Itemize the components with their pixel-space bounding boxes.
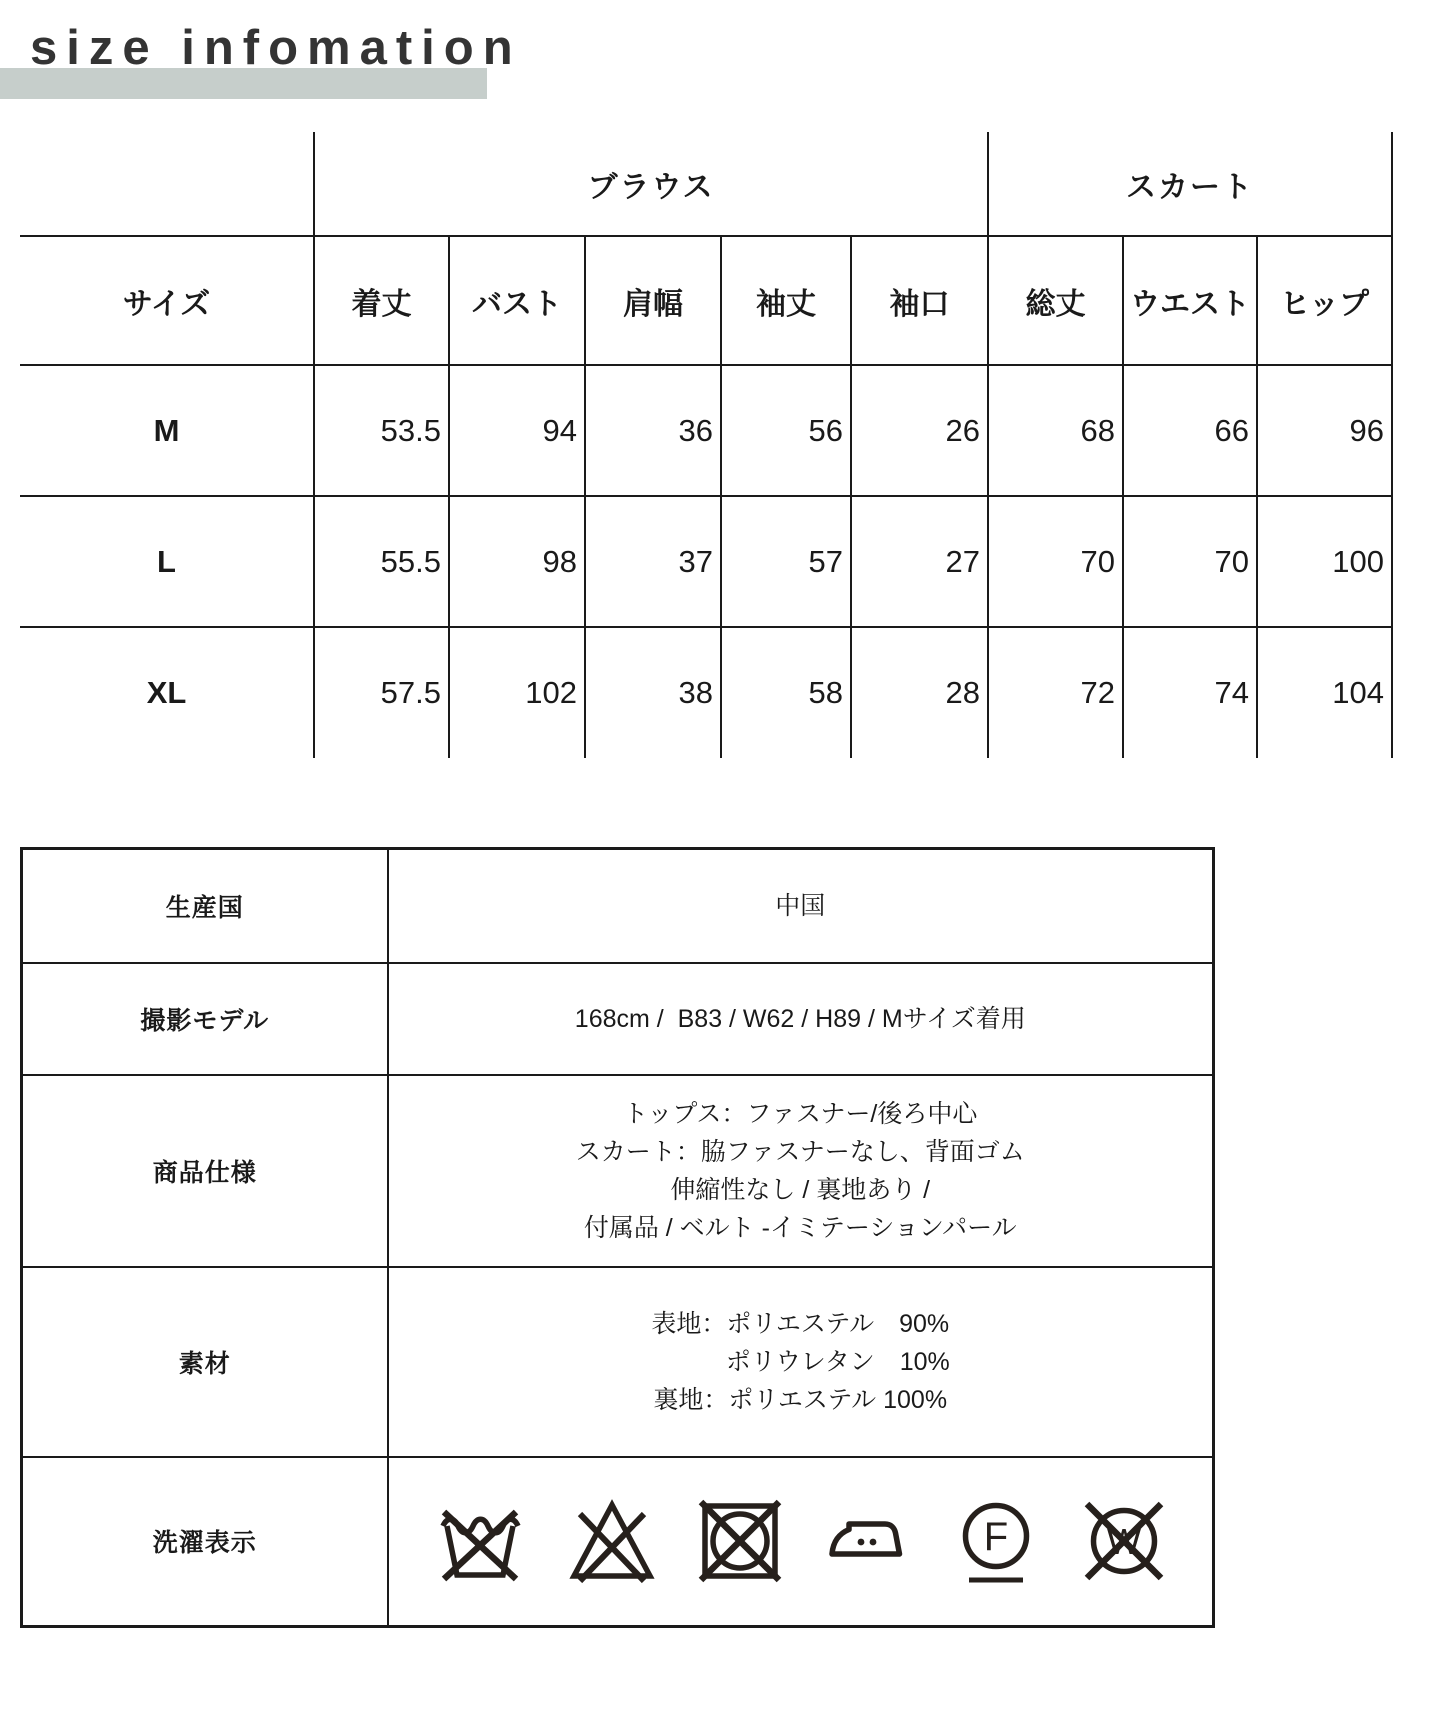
value-cell: 66 [1123, 365, 1257, 496]
info-value-country [388, 849, 1214, 963]
svg-text:W: W [1107, 1521, 1142, 1563]
size-label: L [20, 496, 314, 627]
size-label: M [20, 365, 314, 496]
value-cell: 100 [1257, 496, 1392, 627]
info-value-care [388, 1457, 1214, 1627]
group-header-row [20, 132, 1392, 236]
info-line: トップス：ファスナー/後ろ中心 [623, 1099, 978, 1128]
value-cell: 102 [449, 627, 585, 758]
info-row-model [22, 963, 1214, 1075]
do-not-wash-icon [430, 1495, 530, 1587]
info-line: 伸縮性なし / 裏地あり / [670, 1175, 931, 1204]
group-header-skirt: スカート [988, 132, 1392, 236]
dry-clean-f-icon [950, 1495, 1042, 1587]
do-not-tumble-dry-icon [694, 1495, 786, 1587]
value-cell: 56 [721, 365, 851, 496]
info-label-country: 生産国 [22, 849, 388, 963]
value-cell: 94 [449, 365, 585, 496]
value-cell: 96 [1257, 365, 1392, 496]
value-cell: 104 [1257, 627, 1392, 758]
value-cell: 27 [851, 496, 988, 627]
svg-text:F: F [984, 1515, 1009, 1560]
info-line: スカート：脇ファスナーなし、背面ゴム [575, 1137, 1025, 1166]
column-header-row [20, 236, 1392, 365]
info-row-spec [22, 1075, 1214, 1267]
value-cell: 53.5 [314, 365, 449, 496]
info-row-country [22, 849, 1214, 963]
table-row-xl [20, 627, 1392, 758]
table-row-m [20, 365, 1392, 496]
info-label-material: 素材 [22, 1267, 388, 1457]
value-cell: 57.5 [314, 627, 449, 758]
value-cell: 26 [851, 365, 988, 496]
col-header-waist: ウエスト [1123, 236, 1257, 365]
col-header-cuff: 袖口 [851, 236, 988, 365]
table-row-l [20, 496, 1392, 627]
col-header-sleeve-length: 袖丈 [721, 236, 851, 365]
info-line: 表地：ポリエステル 90% [651, 1309, 950, 1338]
value-cell: 38 [585, 627, 721, 758]
do-not-bleach-icon [566, 1495, 658, 1587]
iron-two-dots-icon [822, 1495, 914, 1587]
col-header-shoulder: 肩幅 [585, 236, 721, 365]
info-line: 168cm / B83 / W62 / H89 / Mサイズ着用 [574, 1004, 1026, 1033]
page-header [0, 0, 1445, 102]
do-not-wet-clean-icon [1078, 1495, 1170, 1587]
value-cell: 55.5 [314, 496, 449, 627]
group-header-blouse: ブラウス [314, 132, 988, 236]
info-value-model [388, 963, 1214, 1075]
col-header-hip: ヒップ [1257, 236, 1392, 365]
info-line: 裏地：ポリエステル 100% [653, 1385, 948, 1414]
info-value-material [388, 1267, 1214, 1457]
value-cell: 58 [721, 627, 851, 758]
value-cell: 28 [851, 627, 988, 758]
value-cell: 68 [988, 365, 1123, 496]
info-line: 付属品 / ベルト -イミテーションパール [583, 1213, 1017, 1242]
laundry-care-icons [390, 1495, 1212, 1587]
info-value-spec [388, 1075, 1214, 1267]
info-line: ポリウレタン 10% [650, 1347, 950, 1376]
info-label-care: 洗濯表示 [22, 1457, 388, 1627]
page-title: size infomation [30, 21, 522, 75]
info-label-spec: 商品仕様 [22, 1075, 388, 1267]
info-row-care [22, 1457, 1214, 1627]
value-cell: 72 [988, 627, 1123, 758]
product-info-table [20, 847, 1215, 1628]
value-cell: 74 [1123, 627, 1257, 758]
value-cell: 70 [1123, 496, 1257, 627]
col-header-size: サイズ [20, 236, 314, 365]
size-table [20, 132, 1393, 758]
value-cell: 37 [585, 496, 721, 627]
col-header-total-length: 総丈 [988, 236, 1123, 365]
value-cell: 70 [988, 496, 1123, 627]
info-label-model: 撮影モデル [22, 963, 388, 1075]
info-line: 中国 [775, 891, 826, 920]
value-cell: 57 [721, 496, 851, 627]
value-cell: 36 [585, 365, 721, 496]
value-cell: 98 [449, 496, 585, 627]
col-header-length: 着丈 [314, 236, 449, 365]
corner-cell [20, 132, 314, 236]
col-header-bust: バスト [449, 236, 585, 365]
info-row-material [22, 1267, 1214, 1457]
size-label: XL [146, 675, 187, 710]
